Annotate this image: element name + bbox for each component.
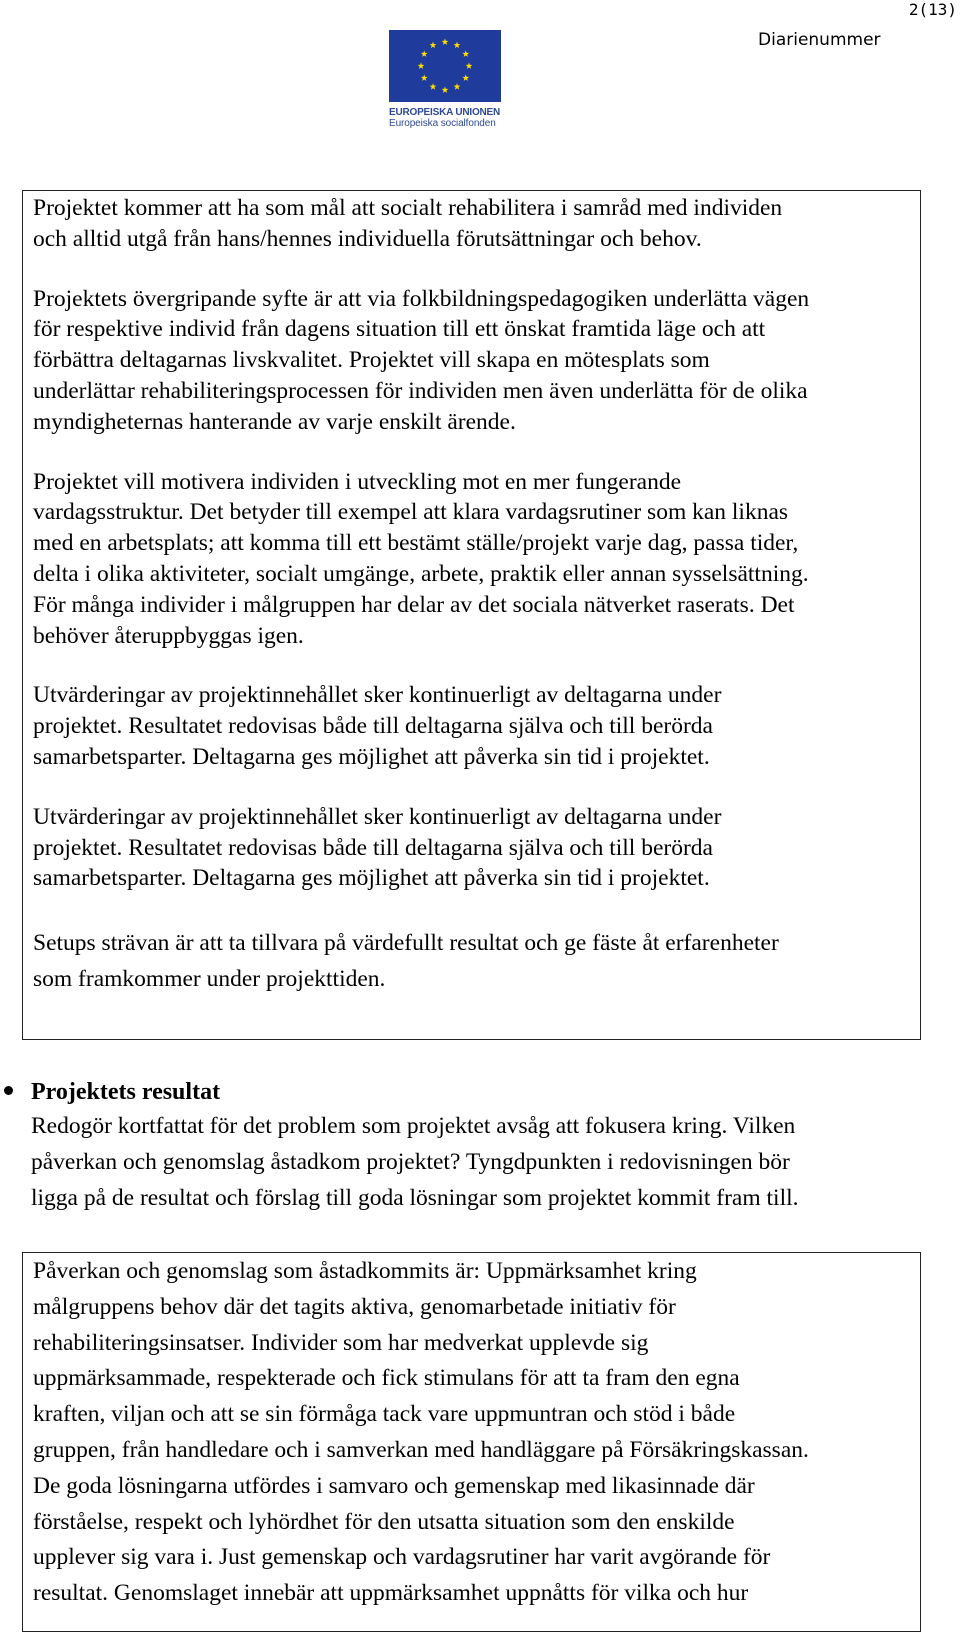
description-box (22, 190, 921, 1040)
box1-paragraph-2: Projektets övergripande syfte är att via folkbildningspedagogiken underlätta vägen för respektive individ från dagens situation till ett önskat framtida läge och att förbättra deltagarnas livskvalitet. Projektet vill skapa en mötesplats som underlättar rehabiliteringsprocessen för individen men även underlätta för de olika myndigheternas hanterande av varje enskilt ärende. (33, 285, 810, 435)
section-instruction: Redogör kortfattat för det problem som projektet avsåg att fokusera kring. Vilken påverkan och genomslag åstadkom projektet? Tyngdpunkten i redovisningen bör ligga på de resultat och förslag till goda lösningar som projektet kommit fram till. (31, 1113, 799, 1211)
eu-logo (389, 30, 501, 129)
box1-paragraph-6: Setups strävan är att ta tillvara på värdefullt resultat och ge fäste åt erfarenheter som framkommer under projekttiden. (33, 930, 779, 993)
results-answer-box (22, 1252, 921, 1632)
box1-paragraph-4: Utvärderingar av projektinnehållet sker kontinuerligt av deltagarna under projektet. Resultatet redovisas både till deltagarna själva och till berörda samarbetsparter. Deltagarna ges möjlighet att påverka sin tid i projektet. (33, 682, 722, 770)
eu-logo-line2: Europeiska socialfonden (389, 118, 496, 129)
eu-flag-icon (389, 30, 501, 102)
section-heading: Projektets resultat (31, 1079, 221, 1105)
box2-text: Påverkan och genomslag som åstadkommits är: Uppmärksamhet kring målgruppens behov där det tagits aktiva, genomarbetade initiativ för rehabiliteringsinsatser. Individer som har medverkat upplevde sig uppmärksammade, respekterade och fick stimulans för att ta fram den egna kraften, viljan och att se sin förmåga tack vare uppmuntran och stöd i både gruppen, från handledare och i samverkan med handläggare på Försäkringskassan. De goda lösningarna utfördes i samvaro och gemenskap med likasinnade där förståelse, respekt och lyhördhet för den utsatta situation som den enskilde upplever sig vara i. Just gemenskap och vardagsrutiner har varit avgörande för resultat. Genomslaget innebär att uppmärksamhet uppnåtts för vilka och hur (33, 1258, 809, 1607)
box1-paragraph-1: Projektet kommer att ha som mål att socialt rehabilitera i samråd med individen och alltid utgå från hans/hennes individuella förutsättningar och behov. (33, 195, 783, 252)
diarienummer-label: Diarienummer (758, 30, 881, 50)
eu-logo-line1: EUROPEISKA UNIONEN (389, 107, 501, 118)
page-number: 2(13) (908, 0, 957, 19)
results-section (0, 1076, 930, 1216)
box1-paragraph-5: Utvärderingar av projektinnehållet sker kontinuerligt av deltagarna under projektet. Resultatet redovisas både till deltagarna själva och till berörda samarbetsparter. Deltagarna ges möjlighet att påverka sin tid i projektet. (33, 803, 722, 892)
box1-paragraph-3: Projektet vill motivera individen i utveckling mot en mer fungerande vardagsstruktur. Det betyder till exempel att klara vardagsrutiner som kan liknas med en arbetsplats; att komma till ett bestämt ställe/projekt varje dag, passa tider, delta i olika aktiviteter, socialt umgänge, arbete, praktik eller annan sysselsättning. För många individer i målgruppen har delar av det sociala nätverket raserats. Det behöver återuppbyggas igen. (33, 468, 809, 649)
bullet-icon (4, 1086, 13, 1095)
